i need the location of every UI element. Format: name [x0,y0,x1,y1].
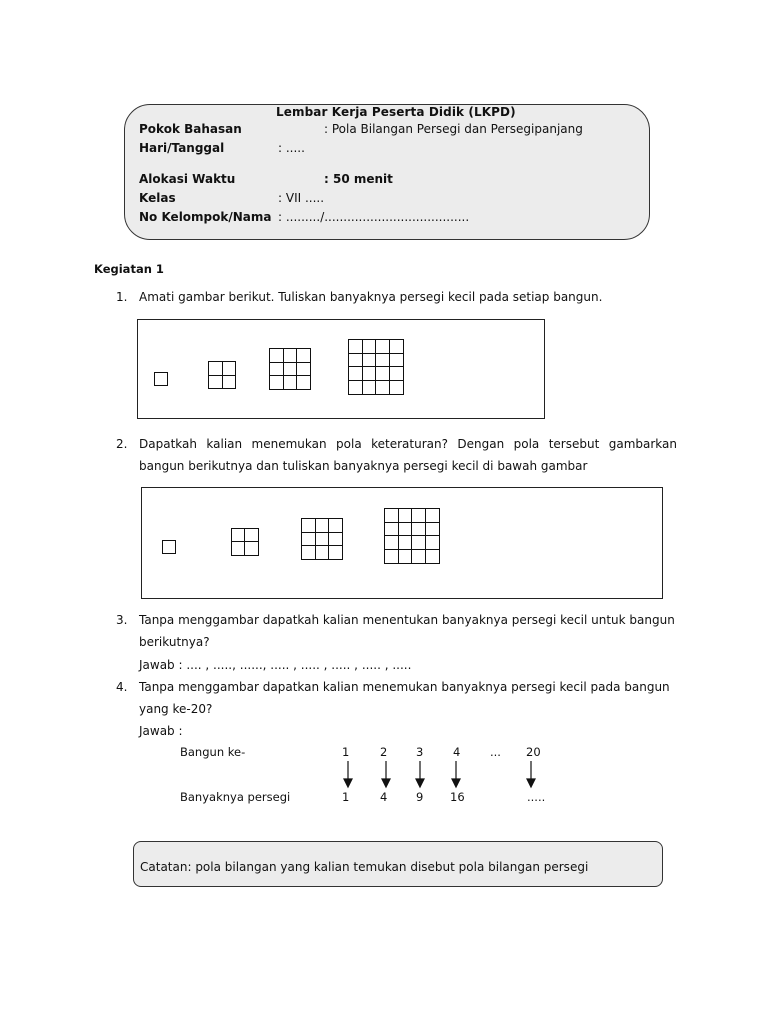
square-grid-4x4 [348,339,403,394]
question-4-line-1: Tanpa menggambar dapatkan kalian menemukan banyaknya persegi kecil pada bangun [139,680,670,694]
small-square [384,535,399,550]
small-square [315,532,330,547]
arrow-head-icon [382,779,390,787]
square-grid-1x1 [154,372,167,385]
small-square [425,508,440,523]
small-square [269,375,284,390]
small-square [269,348,284,363]
small-square [244,528,258,542]
label-kelas: Kelas [139,191,176,205]
arrow-head-icon [416,779,424,787]
question-4-number: 4. [116,680,128,694]
small-square [231,541,245,555]
small-square [296,375,311,390]
small-square [411,549,426,564]
value-pokok-bahasan: : Pola Bilangan Persegi dan Persegipanjang [324,122,583,136]
small-square [411,508,426,523]
label-alokasi-waktu: Alokasi Waktu [139,172,236,186]
small-square [411,535,426,550]
small-square [362,339,377,354]
small-square [283,375,298,390]
small-square [398,508,413,523]
value-alokasi-waktu: : 50 menit [324,172,393,186]
small-square [283,348,298,363]
small-square [162,540,176,554]
value-hari-tanggal: : ..... [278,141,305,155]
table-bottom-cell: ..... [527,790,546,804]
small-square [348,339,363,354]
small-square [222,361,237,376]
small-square [375,366,390,381]
small-square [301,518,316,533]
small-square [231,528,245,542]
small-square [398,535,413,550]
small-square [389,366,404,381]
question-1-number: 1. [116,290,128,304]
table-top-cell: 3 [416,745,424,759]
small-square [362,353,377,368]
small-square [315,545,330,560]
square-grid-3x3 [301,518,342,559]
label-no-kelompok: No Kelompok/Nama [139,210,272,224]
small-square [328,518,343,533]
small-square [425,522,440,537]
small-square [208,361,223,376]
square-grid-2x2 [231,528,258,555]
activity-title: Kegiatan 1 [94,262,164,276]
square-grid-2x2 [208,361,235,388]
question-4-answer-label: Jawab : [139,724,183,738]
question-4-line-2: yang ke-20? [139,702,213,716]
arrow-head-icon [344,779,352,787]
small-square [389,353,404,368]
note-text: Catatan: pola bilangan yang kalian temukan disebut pola bilangan persegi [140,860,589,874]
arrow-head-icon [452,779,460,787]
question-3-answer: Jawab : .... , ....., ......, ..... , ..... , ..... , ..... , ..... [139,658,412,672]
question-2-number: 2. [116,437,128,451]
small-square [389,339,404,354]
arrow-head-icon [527,779,535,787]
small-square [375,339,390,354]
square-grid-1x1 [162,540,175,553]
question-2-line-1: Dapatkah kalian menemukan pola keteraturan? Dengan pola tersebut gambarkan [139,437,677,451]
value-no-kelompok: : ........./...................................... [278,210,470,224]
small-square [398,549,413,564]
small-square [375,353,390,368]
small-square [348,380,363,395]
small-square [362,380,377,395]
table-top-cell: 2 [380,745,388,759]
table-row-1-label: Bangun ke- [180,745,246,759]
small-square [384,549,399,564]
worksheet-title: Lembar Kerja Peserta Didik (LKPD) [276,105,516,119]
table-bottom-cell: 1 [342,790,350,804]
small-square [208,375,223,390]
question-3-line-2: berikutnya? [139,635,210,649]
question-3-number: 3. [116,613,128,627]
question-2-line-2: bangun berikutnya dan tuliskan banyaknya persegi kecil di bawah gambar [139,459,588,473]
square-grid-3x3 [269,348,310,389]
small-square [384,508,399,523]
small-square [315,518,330,533]
small-square [362,366,377,381]
question-1-text: Amati gambar berikut. Tuliskan banyaknya persegi kecil pada setiap bangun. [139,290,603,304]
small-square [328,532,343,547]
table-bottom-cell: 16 [450,790,465,804]
small-square [411,522,426,537]
small-square [244,541,258,555]
question-3-line-1: Tanpa menggambar dapatkah kalian menentukan banyaknya persegi kecil untuk bangun [139,613,675,627]
small-square [398,522,413,537]
table-bottom-cell: 4 [380,790,388,804]
table-top-cell: 1 [342,745,350,759]
table-top-cell: 4 [453,745,461,759]
table-row-2-label: Banyaknya persegi [180,790,291,804]
small-square [296,362,311,377]
small-square [348,353,363,368]
small-square [375,380,390,395]
label-pokok-bahasan: Pokok Bahasan [139,122,242,136]
label-hari-tanggal: Hari/Tanggal [139,141,225,155]
small-square [301,532,316,547]
small-square [384,522,399,537]
value-kelas: : VII ..... [278,191,325,205]
square-grid-4x4 [384,508,439,563]
small-square [283,362,298,377]
small-square [154,372,168,386]
small-square [269,362,284,377]
small-square [425,535,440,550]
small-square [425,549,440,564]
small-square [301,545,316,560]
small-square [222,375,237,390]
small-square [328,545,343,560]
table-top-cell: 20 [526,745,541,759]
small-square [296,348,311,363]
small-square [348,366,363,381]
small-square [389,380,404,395]
table-top-cell: ... [490,745,501,759]
table-bottom-cell: 9 [416,790,424,804]
